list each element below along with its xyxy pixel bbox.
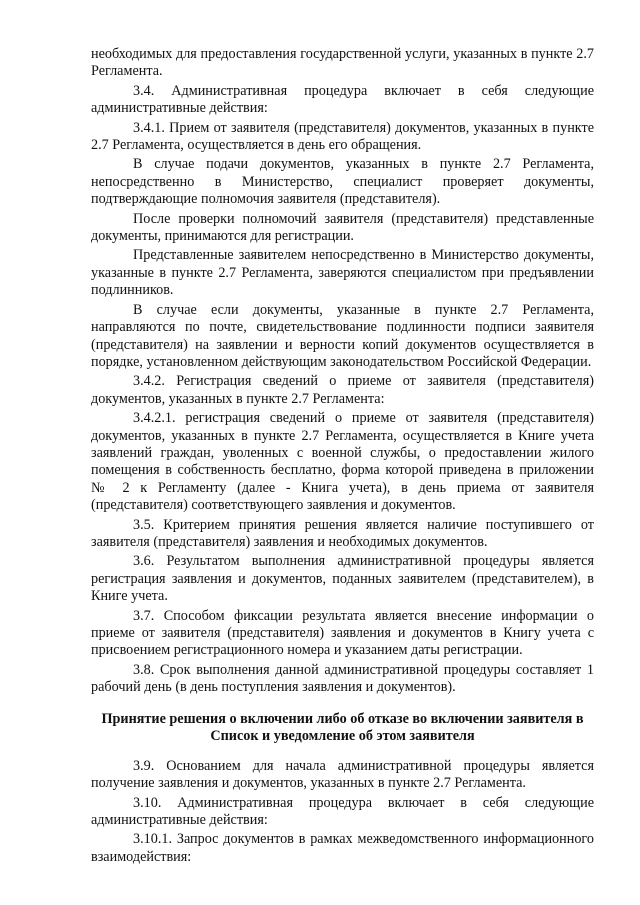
- paragraph: 3.8. Срок выполнения данной административной процедуры составляет 1 рабочий день (в день поступления заявления и документов).: [91, 661, 594, 696]
- paragraph: 3.4.2.1. регистрация сведений о приеме от заявителя (представителя) документов, указанных в пункте 2.7 Регламента, осуществляется в Книге учета заявлений граждан, уволенных с военной службы, о предоставлении жилого помещения в собственность бесплатно, форма которой приведена в приложении № 2 к Регламенту (далее - Книга учета), в день приема от заявителя (представителя) соответствующего заявления и документов.: [91, 410, 594, 514]
- paragraph: 3.10.1. Запрос документов в рамках межведомственного информационного взаимодействия:: [91, 831, 594, 865]
- paragraph: 3.6. Результатом выполнения административной процедуры является регистрация заявления и документов, поданных заявителем (представителем), в Книге учета.: [91, 553, 594, 605]
- section-heading: Принятие решения о включении либо об отказе во включении заявителя в Список и уведомление об этом заявителя: [101, 710, 584, 745]
- paragraph: 3.7. Способом фиксации результата является внесение информации о приеме от заявителя (представителя) заявления и документов в Книгу учета с присвоением регистрационного номера и указанием даты регистрации.: [91, 607, 594, 659]
- paragraph: В случае подачи документов, указанных в пункте 2.7 Регламента, непосредственно в Министерство, специалист проверяет документы, подтверждающие полномочия заявителя (представителя).: [91, 156, 594, 208]
- paragraph: 3.10. Административная процедура включает в себя следующие административные действия:: [91, 794, 594, 829]
- paragraph: После проверки полномочий заявителя (представителя) представленные документы, принимаются для регистрации.: [91, 210, 594, 245]
- paragraph: В случае если документы, указанные в пункте 2.7 Регламента, направляются по почте, свидетельствование подлинности подписи заявителя (представителя) на заявлении и верности копий документов осуществляется в порядке, установленном действующим законодательством Российской Федерации.: [91, 301, 594, 370]
- paragraph: Представленные заявителем непосредственно в Министерство документы, указанные в пункте 2.7 Регламента, заверяются специалистом при предъявлении подлинников.: [91, 247, 594, 299]
- paragraph: 3.4.2. Регистрация сведений о приеме от заявителя (представителя) документов, указанных в пункте 2.7 Регламента:: [91, 373, 594, 407]
- paragraph: необходимых для предоставления государственной услуги, указанных в пункте 2.7 Регламента.: [91, 46, 594, 80]
- paragraph: 3.5. Критерием принятия решения является наличие поступившего от заявителя (представителя) заявления и необходимых документов.: [91, 516, 594, 550]
- paragraph: 3.9. Основанием для начала административной процедуры является получение заявления и документов, указанных в пункте 2.7 Регламента.: [91, 757, 594, 792]
- paragraph: 3.4. Административная процедура включает в себя следующие административные действия:: [91, 82, 594, 117]
- paragraph: 3.4.1. Прием от заявителя (представителя) документов, указанных в пункте 2.7 Регламента, осуществляется в день его обращения.: [91, 119, 594, 154]
